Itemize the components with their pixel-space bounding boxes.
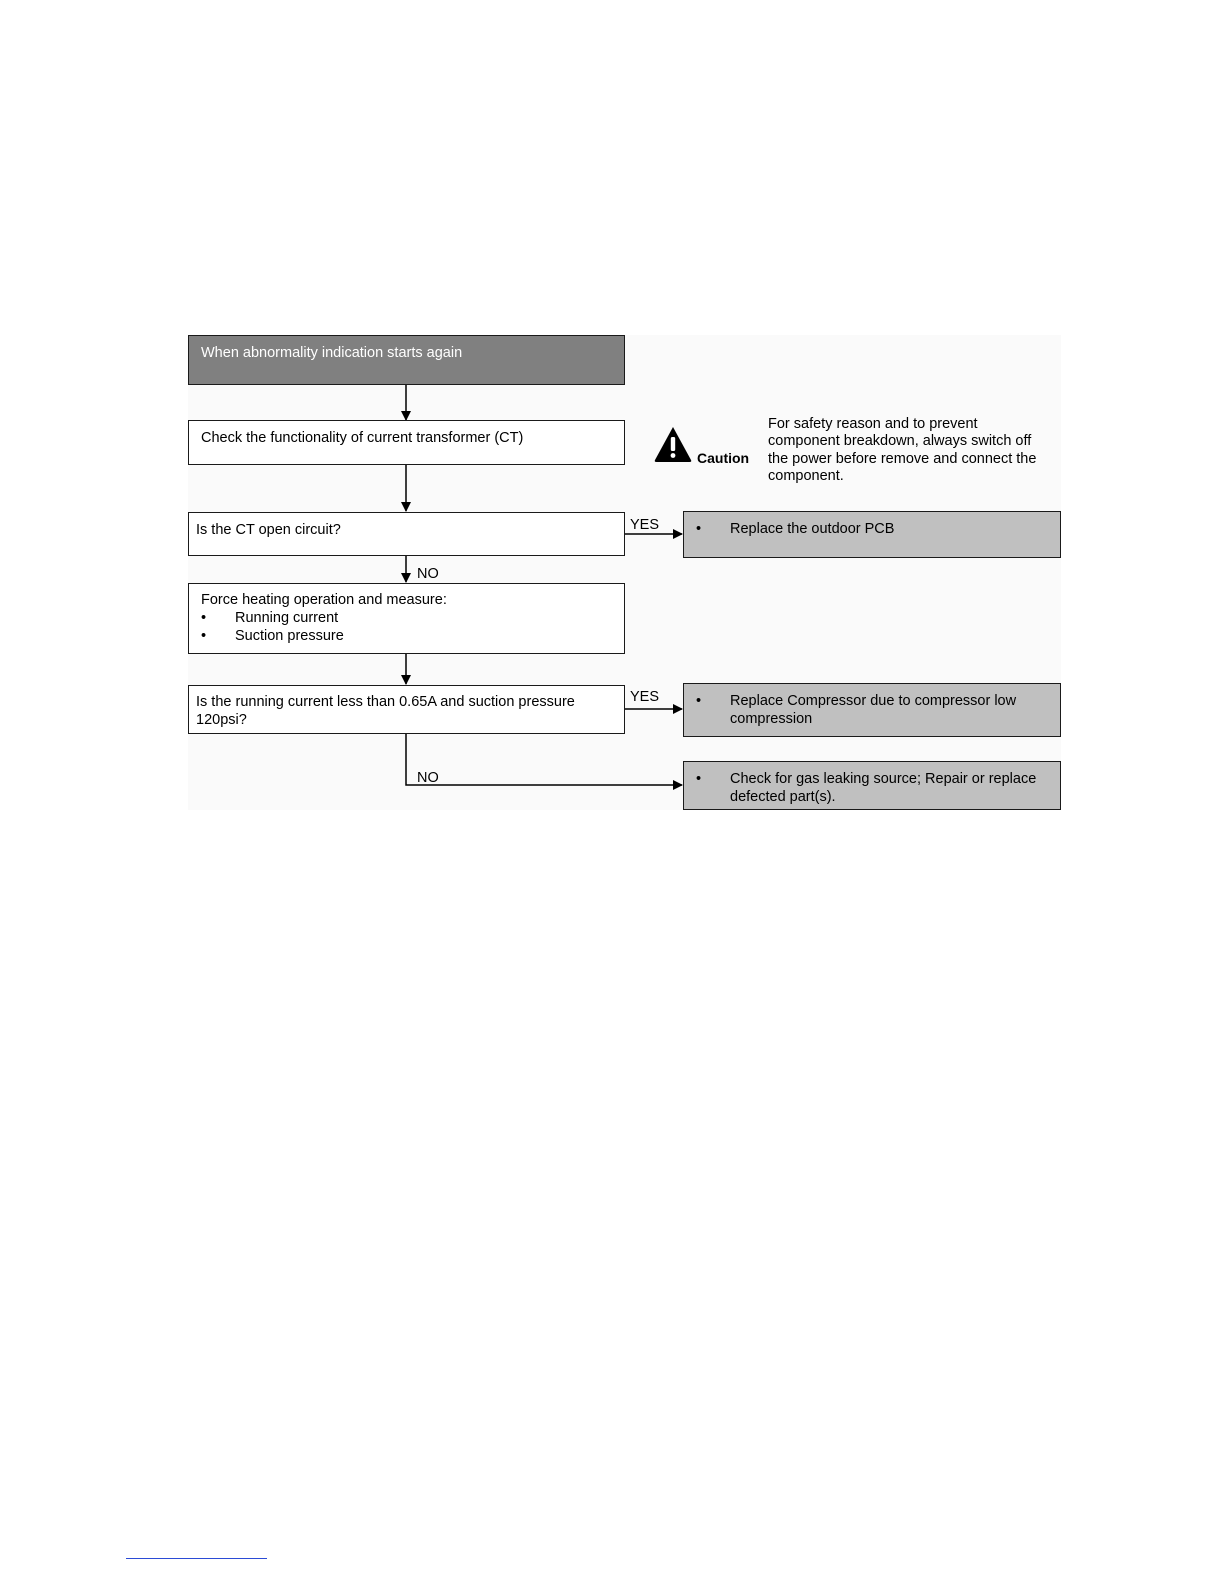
replace-compressor-box (683, 683, 1061, 737)
bullet-icon: • (696, 521, 702, 537)
ct-yes-label: YES (630, 517, 660, 533)
bullet-icon: • (201, 610, 207, 626)
check-ct-text: Check the functionality of current transformer (CT) (201, 430, 524, 446)
running-current-question-text: Is the running current less than 0.65A and suction pressure 120psi? (196, 694, 575, 728)
running-current-item: Running current (235, 610, 339, 626)
ct-no-label: NO (417, 566, 439, 582)
check-gas-leak-box (683, 761, 1061, 810)
start-box (188, 335, 625, 385)
replace-pcb-box (683, 511, 1061, 558)
caution-text: For safety reason and to prevent component breakdown, always switch off the power before remove and connect the component. (768, 416, 1037, 484)
current-yes-label: YES (630, 689, 660, 705)
warning-triangle-icon (653, 425, 693, 463)
force-heating-box (188, 583, 625, 654)
running-current-question-box (188, 685, 625, 734)
list-item (201, 627, 614, 645)
suction-pressure-item: Suction pressure (235, 628, 344, 644)
ct-open-question-box (188, 512, 625, 556)
caution-label: Caution (697, 450, 750, 466)
ct-open-question-text: Is the CT open circuit? (196, 522, 341, 538)
replace-pcb-text: Replace the outdoor PCB (730, 521, 895, 537)
current-no-label: NO (417, 770, 439, 786)
bullet-icon: • (696, 771, 702, 787)
footer-underline (126, 1558, 267, 1559)
replace-compressor-text: Replace Compressor due to compressor low compression (730, 693, 1017, 727)
force-heating-title: Force heating operation and measure: (201, 592, 447, 608)
bullet-icon: • (696, 693, 702, 709)
bullet-icon: • (201, 628, 207, 644)
check-ct-box (188, 420, 625, 465)
start-text: When abnormality indication starts again (201, 345, 463, 361)
check-gas-leak-text: Check for gas leaking source; Repair or replace defected part(s). (730, 771, 1037, 805)
list-item (201, 609, 614, 627)
arrow-current-no (406, 734, 682, 785)
